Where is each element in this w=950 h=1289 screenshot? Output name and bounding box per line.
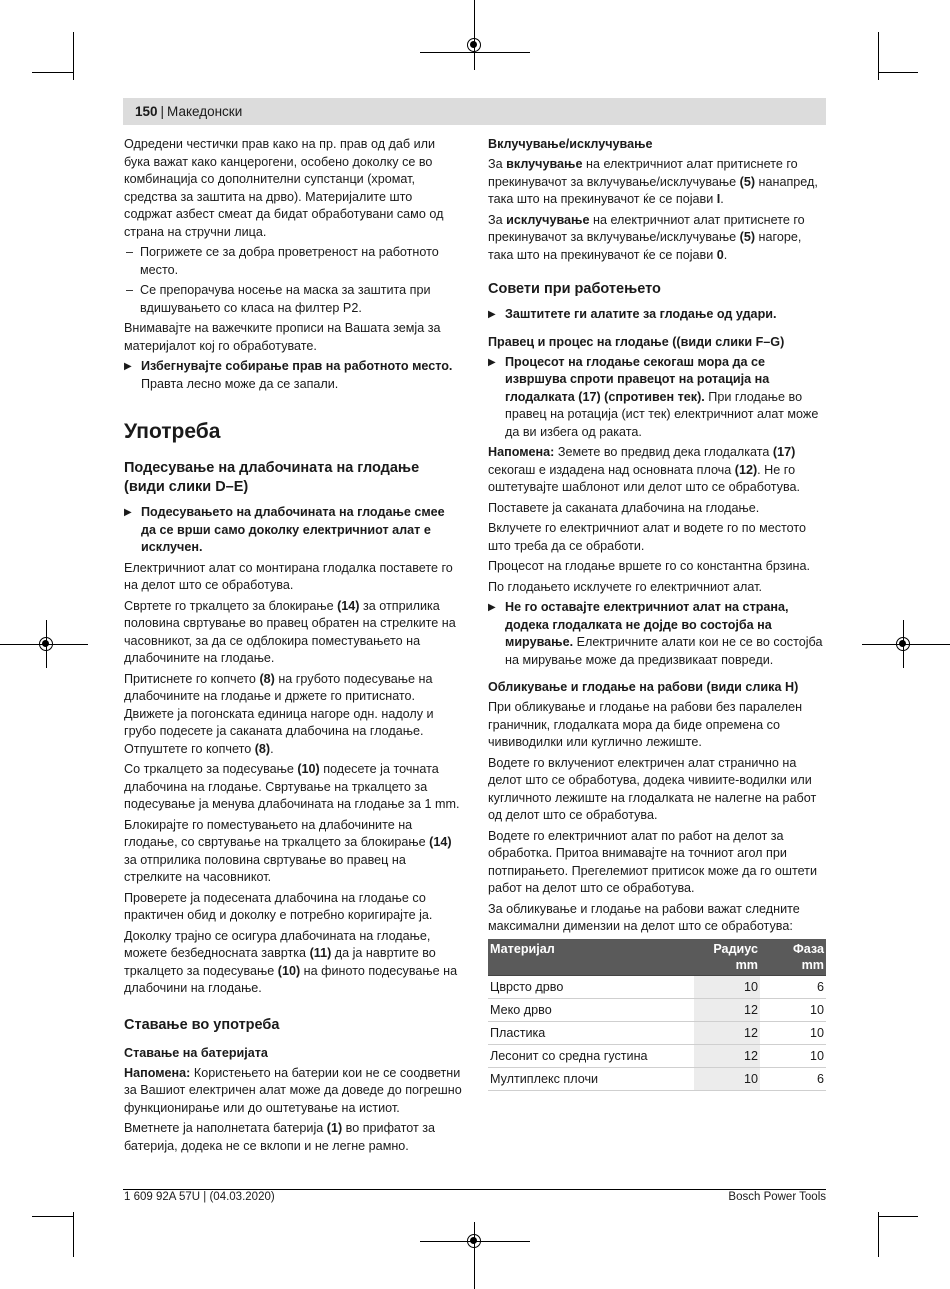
text: Со тркалцето за подесување bbox=[124, 762, 298, 776]
text: за отприлика половина свртување во правец на стрелките на часовникот. bbox=[124, 852, 406, 884]
text: За bbox=[488, 157, 507, 171]
switch-symbol: I bbox=[716, 192, 721, 206]
ref-number: (8) bbox=[259, 671, 275, 686]
cell-bevel: 6 bbox=[760, 1067, 826, 1090]
registration-line bbox=[420, 52, 530, 53]
cell-radius: 12 bbox=[694, 1021, 760, 1044]
dash-list-item: – Погрижете се за добра проветреност на работното место. bbox=[124, 244, 462, 279]
header-radius bbox=[694, 939, 760, 976]
header-unit: mm bbox=[735, 957, 758, 972]
cell-material: Цврсто дрво bbox=[488, 975, 694, 998]
ref-number: (12) bbox=[734, 462, 758, 477]
footer-brand: Bosch Power Tools bbox=[728, 1191, 826, 1203]
ref-number: (5) bbox=[739, 230, 756, 244]
paragraph bbox=[124, 817, 462, 887]
ref-number: (11) bbox=[309, 946, 332, 960]
warning-text: Правта лесно може да се запали. bbox=[141, 376, 339, 391]
right-column bbox=[488, 136, 826, 1091]
paragraph bbox=[488, 156, 826, 209]
text: Земете во предвид дека глодалката bbox=[554, 445, 773, 459]
paragraph: Електричниот алат со монтирана глодалка поставете го на делот што се обработува. bbox=[124, 560, 453, 592]
table-row bbox=[488, 998, 826, 1021]
ref-number: (8) bbox=[254, 741, 271, 756]
cell-bevel: 10 bbox=[760, 1021, 826, 1044]
warning-item: ▶ Подесувањето на длабочината на глодање смее да се врши само доколку електричниот алат е исклучен. bbox=[124, 504, 462, 557]
cell-material: Лесонит со средна густина bbox=[488, 1044, 694, 1067]
paragraph bbox=[488, 444, 826, 497]
warning-bold: Не го оставајте електричниот алат на страна, додека глодалката не дојде во состојба на мирување. bbox=[505, 600, 789, 649]
header-separator: | bbox=[160, 104, 165, 119]
left-column bbox=[124, 136, 462, 1158]
text: . bbox=[720, 192, 724, 206]
registration-mark-icon bbox=[39, 637, 53, 651]
text: на финото подесување на длабочини на глодање. bbox=[124, 963, 458, 995]
header-label: Радиус bbox=[713, 941, 758, 956]
cell-radius: 10 bbox=[694, 975, 760, 998]
registration-mark-icon bbox=[467, 38, 481, 52]
warning-item bbox=[488, 599, 826, 669]
cell-material: Меко дрво bbox=[488, 998, 694, 1021]
paragraph bbox=[124, 671, 462, 759]
warning-item: ▶ Заштитете ги алатите за глодање од удари. bbox=[488, 306, 826, 324]
header-material: Материјал bbox=[488, 939, 694, 976]
table-row bbox=[488, 1021, 826, 1044]
paragraph bbox=[124, 761, 462, 814]
cell-material: Пластика bbox=[488, 1021, 694, 1044]
switch-symbol: 0 bbox=[716, 247, 724, 262]
ref-number: (14) bbox=[337, 598, 360, 613]
table-row bbox=[488, 1044, 826, 1067]
paragraph: Водете го електричниот алат по работ на делот за обработка. Притоа внимавајте на точниот агол при потпирањето. Прегелемиот притисок може да го оштети работ на делот што се обработува. bbox=[488, 828, 817, 895]
emphasis: исклучување bbox=[506, 212, 590, 227]
text: Користењето на батерии кои не се соодветни за Вашиот електричен алат може да доведе до погрешно функционирање или до оштетување на истиот. bbox=[124, 1065, 462, 1115]
header-unit: mm bbox=[801, 957, 824, 972]
note-label: Напомена: bbox=[124, 1065, 191, 1080]
ref-number: (5) bbox=[739, 174, 756, 189]
crop-mark bbox=[32, 1216, 74, 1217]
text: . bbox=[723, 247, 728, 262]
ref-number: (17) bbox=[772, 445, 796, 459]
crop-mark bbox=[73, 1212, 74, 1257]
header-bevel bbox=[760, 939, 826, 976]
warning-text: При глодање во правец на ротација (ист тек) електричниот алат може да ви избега од раката. bbox=[505, 389, 819, 439]
paragraph: Вклучете го електричниот алат и водете го по местото што треба да се обработи. bbox=[488, 521, 807, 553]
dash-list-item: – Се препорачува носење на маска за заштита при вдишувањето со класа на филтер P2. bbox=[124, 282, 462, 317]
cell-bevel: 10 bbox=[760, 1044, 826, 1067]
warning-item bbox=[124, 358, 462, 393]
ref-number: (10) bbox=[297, 762, 320, 776]
minor-heading: Правец и процес на глодање ((види слики F–G) bbox=[488, 334, 785, 349]
text: Доколку трајно се осигура длабочината на глодање, можете безбедносната завртка bbox=[124, 928, 431, 960]
paragraph: При обликување и глодање на рабови без паралелен граничник, глодалката мора да биде опремена со чививодилки или куглично лежиште. bbox=[488, 700, 803, 749]
paragraph bbox=[124, 1120, 462, 1155]
paragraph: Процесот на глодање вршете го со константна брзина. bbox=[488, 559, 810, 573]
text: да ја навртите во тркалцето за подесување bbox=[124, 946, 436, 978]
paragraph bbox=[124, 598, 462, 668]
cell-radius: 12 bbox=[694, 998, 760, 1021]
page-header bbox=[123, 98, 826, 125]
cell-radius: 12 bbox=[694, 1044, 760, 1067]
header-label: Фаза bbox=[792, 941, 824, 956]
subsection-heading: Ставање во употреба bbox=[124, 1016, 280, 1033]
text: Притиснете го копчето bbox=[124, 671, 260, 686]
registration-line bbox=[474, 1222, 475, 1289]
paragraph: Водете го вклучениот електричен алат странично на делот што се обработува, додека чивиите-водилки или кугличното лежиште на глодалката не налегне на работ од делот што се обработува. bbox=[488, 755, 817, 822]
warning-bold: Процесот на глодање секогаш мора да се извршува спроти правецот на ротација на глодалката (17) (спротивен тек). bbox=[505, 354, 770, 404]
crop-mark bbox=[32, 72, 74, 73]
minor-heading: Ставање на батеријата bbox=[124, 1045, 268, 1060]
header-language: Македонски bbox=[167, 104, 243, 119]
table-header-row bbox=[488, 939, 826, 976]
minor-heading: Вклучување/исклучување bbox=[488, 137, 653, 151]
cell-bevel: 6 bbox=[760, 975, 826, 998]
text: на грубото подесување на длабочините на глодање и држете го притиснато. Движете ја погонската единица нагоре одн. надолу и грубо подесете ја саканата длабочина на глодање. Отпуштете го копчето bbox=[124, 671, 434, 756]
ref-number: (10) bbox=[277, 963, 301, 978]
warning-item bbox=[488, 354, 826, 442]
text: Свртете го тркалцето за блокирање bbox=[124, 598, 338, 613]
crop-mark bbox=[878, 1216, 918, 1217]
paragraph: Проверете ја подесената длабочина на глодање со практичен обид и доколку е потребно коригирајте ја. bbox=[124, 890, 433, 922]
dimensions-table bbox=[488, 939, 826, 1091]
registration-mark-icon bbox=[896, 637, 910, 651]
emphasis: вклучување bbox=[506, 157, 583, 171]
registration-mark-icon bbox=[467, 1234, 481, 1248]
paragraph: По глодањето исклучете го електричниот алат. bbox=[488, 579, 763, 594]
crop-mark bbox=[878, 1212, 879, 1257]
text: подесете ја точната длабочина на глодање. Свртување на тркалцето за подесување ја менува длабочината на глодање за 1 mm. bbox=[124, 762, 460, 811]
text: секогаш е издадена над основната плоча bbox=[488, 462, 735, 477]
ref-number: (1) bbox=[326, 1121, 343, 1135]
paragraph bbox=[124, 1065, 462, 1118]
text: Блокирајте го поместувањето на длабочините на глодање, со свртување на тркалцето за блокирање bbox=[124, 817, 430, 849]
text: За bbox=[488, 212, 507, 227]
paragraph: Поставете ја саканата длабочина на глодање. bbox=[488, 500, 760, 515]
ref-number: (14) bbox=[429, 835, 452, 849]
subsection-heading: Совети при работењето bbox=[488, 281, 661, 297]
text: нагоре, така што на прекинувачот ќе се појави bbox=[488, 230, 802, 262]
cell-material: Мултиплекс плочи bbox=[488, 1067, 694, 1090]
page-number: 150 bbox=[135, 104, 158, 119]
text: . bbox=[270, 741, 274, 756]
paragraph: Внимавајте на важечките прописи на Вашата земја за материјалот кој го обработувате. bbox=[124, 321, 441, 353]
table-row bbox=[488, 975, 826, 998]
footer-code: 1 609 92A 57U | (04.03.2020) bbox=[124, 1191, 275, 1203]
paragraph: Одредени честички прав како на пр. прав од даб или бука важат како канцерогени, особено доколку се во комбинација со дополнителни супстанци (хромат, средства за заштита на дрво). Материјалите што содржат азбест смеат да бидат обработувани само од страна на стручни лица. bbox=[124, 137, 444, 239]
paragraph bbox=[124, 928, 462, 998]
section-title: Употреба bbox=[124, 420, 221, 443]
paragraph: За обликување и глодање на рабови важат следните максимални димензии на делот што се обработува: bbox=[488, 901, 800, 933]
note-label: Напомена: bbox=[488, 445, 555, 459]
crop-mark bbox=[878, 72, 918, 73]
text: во прифатот за батерија, додека не се вклопи и не легне рамно. bbox=[124, 1121, 436, 1153]
text: на електричниот алат притиснете го прекинувачот за вклучување/исклучување bbox=[488, 212, 805, 244]
text: на електричниот алат притиснете го прекинувачот за вклучување/исклучување bbox=[488, 157, 798, 189]
text: Вметнете ја наполнетата батерија bbox=[124, 1121, 327, 1135]
subsection-heading: Подесување на длабочината на глодање (види слики D–E) bbox=[124, 460, 420, 495]
registration-line bbox=[474, 0, 475, 70]
warning-text: Електричните алати кои не се во состојба на мирување може да предизвикаат повреди. bbox=[505, 635, 823, 667]
text: нанапред, така што на прекинувачот ќе се појави bbox=[488, 174, 818, 206]
footer-rule bbox=[123, 1189, 826, 1190]
cell-bevel: 10 bbox=[760, 998, 826, 1021]
minor-heading: Обликување и глодање на рабови (види слика H) bbox=[488, 680, 799, 694]
text: за отприлика половина свртување во правец обратен на стрелките на часовникот, за да се одблокира поместувањето на длабочините на глодање. bbox=[124, 598, 456, 665]
cell-radius: 10 bbox=[694, 1067, 760, 1090]
warning-bold: Избегнувајте собирање прав на работното место. bbox=[141, 359, 453, 373]
paragraph bbox=[488, 212, 826, 265]
text: . Не го оштетувајте шаблонот или делот што се обработува. bbox=[488, 462, 800, 494]
table-row bbox=[488, 1067, 826, 1090]
